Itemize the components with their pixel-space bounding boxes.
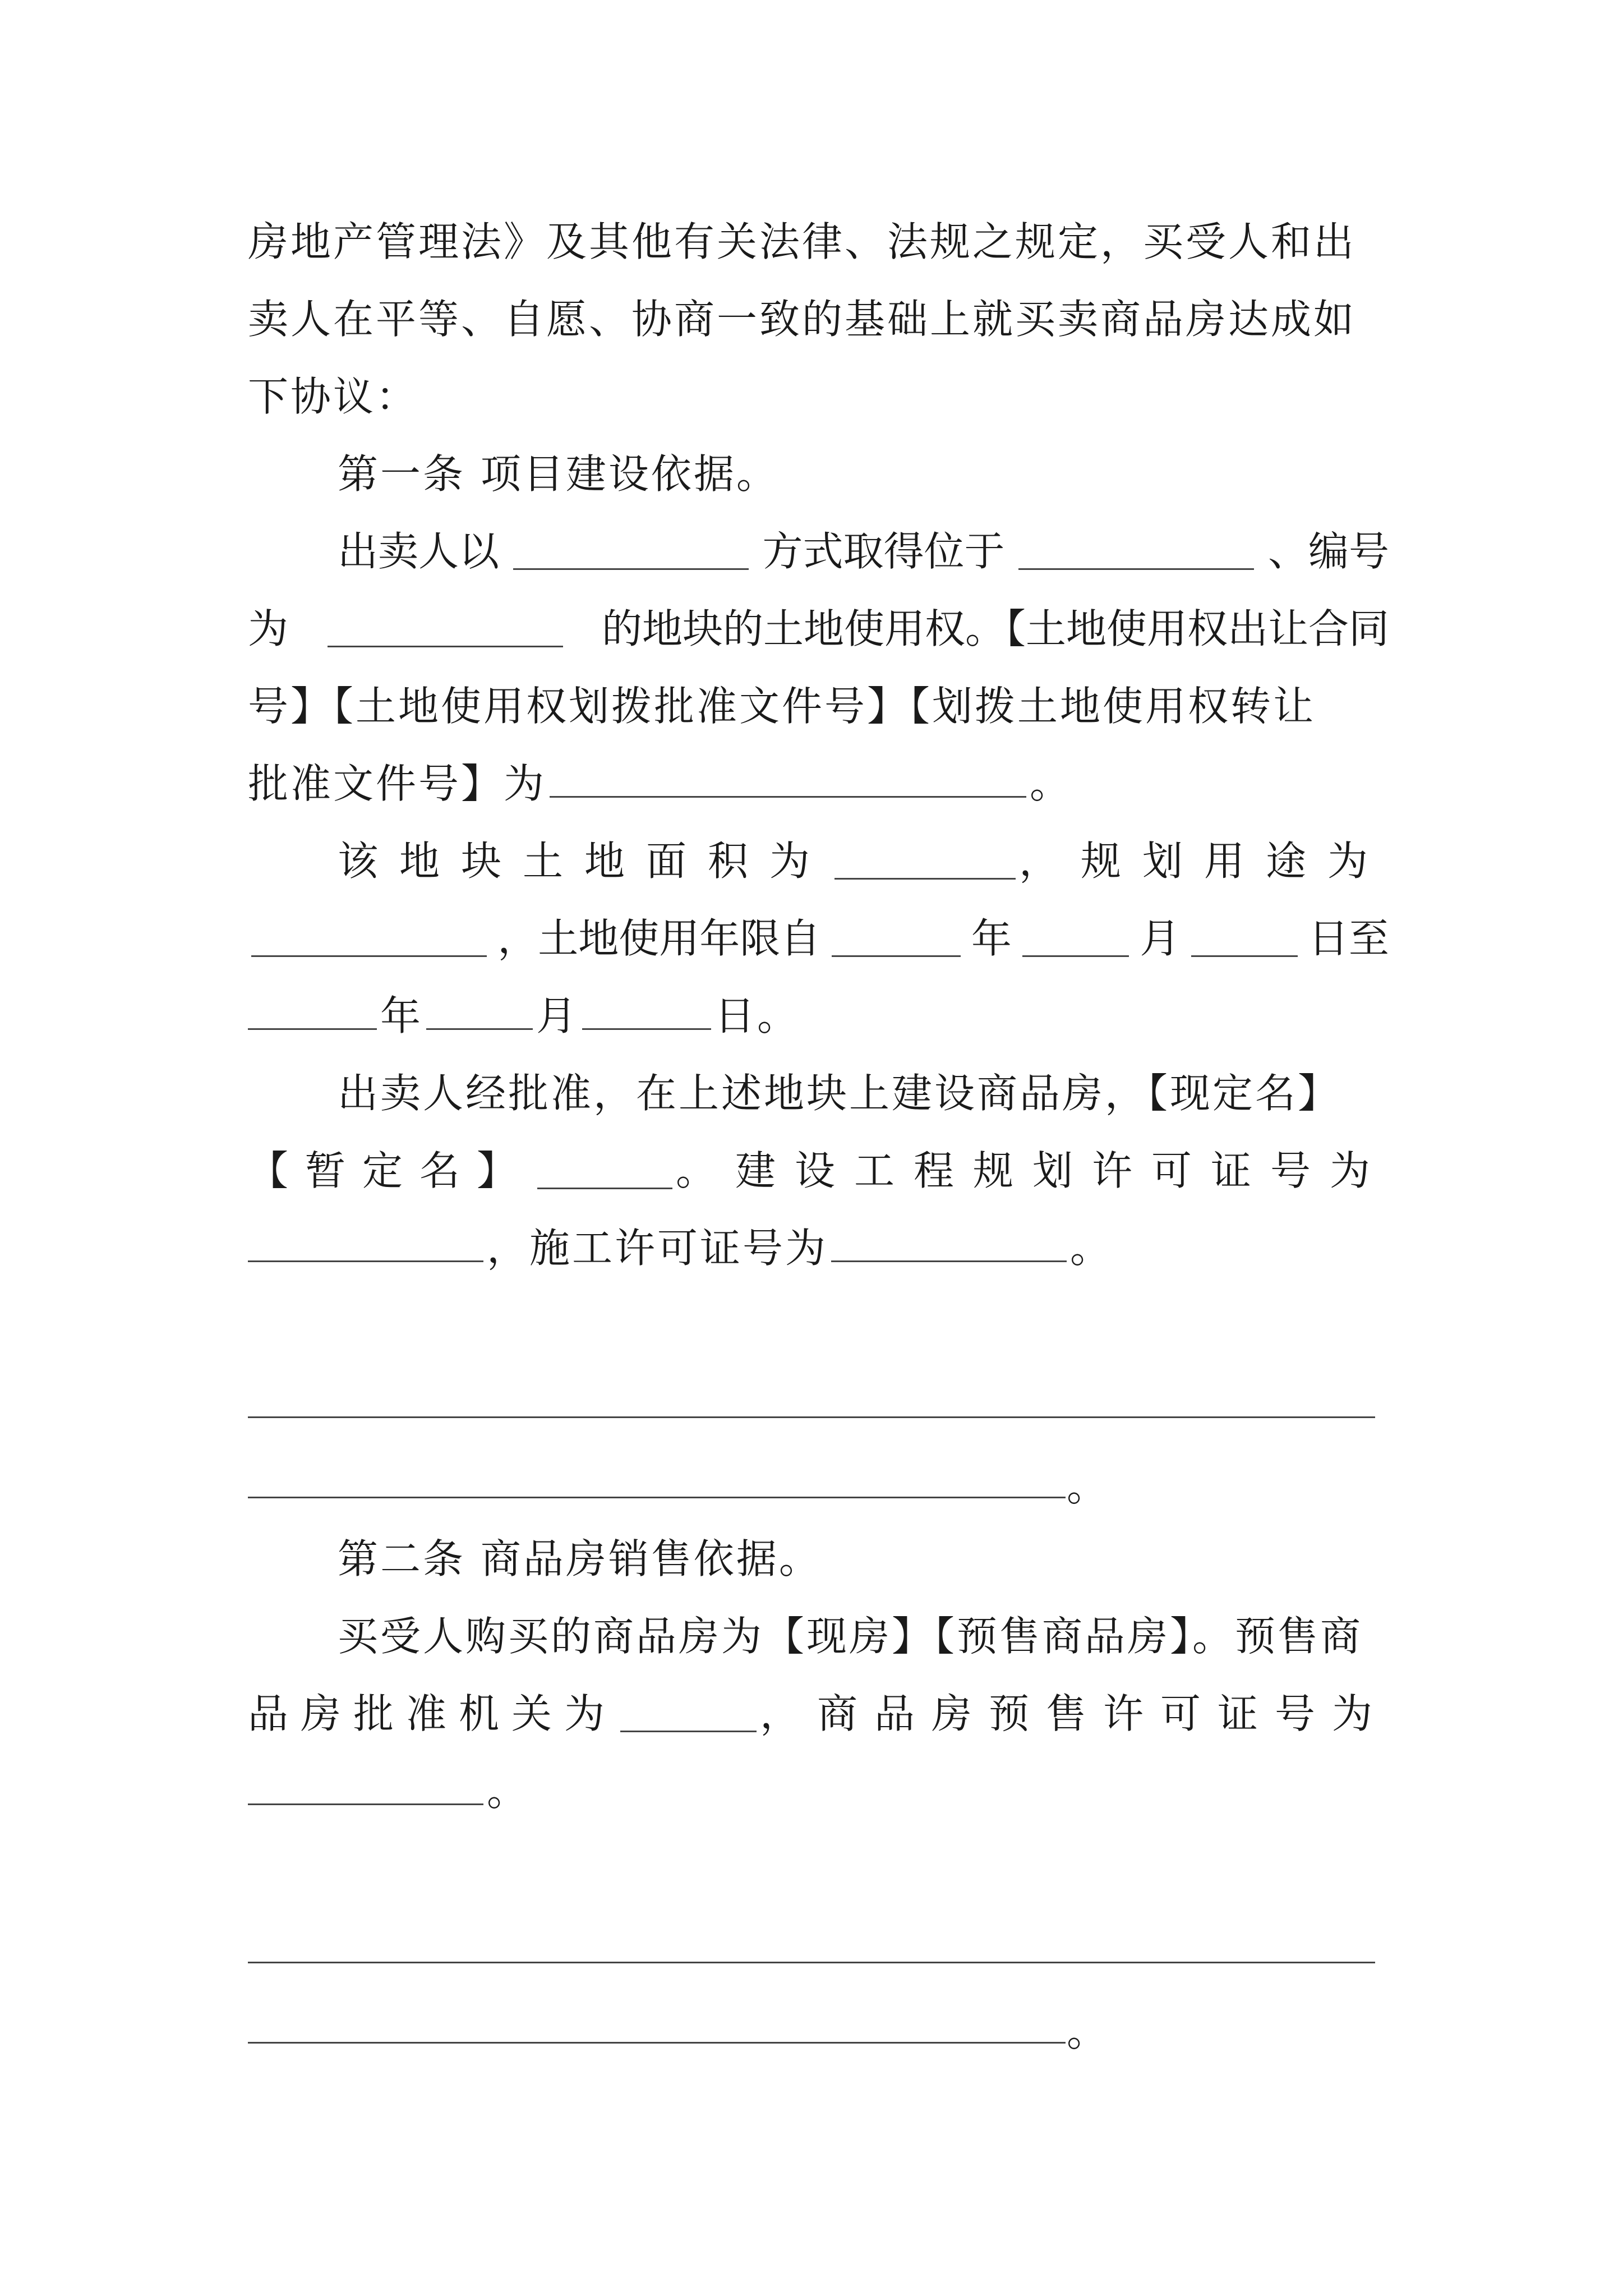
- text: 。建设工程规划许可证号为: [675, 1147, 1389, 1194]
- fill-blank[interactable]: [251, 921, 487, 957]
- text: 。: [1070, 1225, 1113, 1272]
- article-1-p2-line-2: [248, 900, 1389, 977]
- intro-line-2: 卖人在平等、自愿、协商一致的基础上就买卖商品房达成如: [248, 296, 1357, 343]
- fill-blank[interactable]: [1018, 533, 1254, 570]
- article-1-p3-line-2: [248, 1132, 1389, 1209]
- article-1-p1-line-1: [338, 513, 1389, 590]
- intro-line-1: 房地产管理法》及其他有关法律、法规之规定，买受人和出: [248, 218, 1357, 265]
- fill-rule-long[interactable]: [248, 1962, 1375, 1963]
- text: 该地块土地面积为: [338, 838, 832, 885]
- fill-blank[interactable]: [620, 1696, 757, 1732]
- text: 日至: [1308, 915, 1389, 962]
- fill-blank[interactable]: [248, 993, 377, 1030]
- article-1-p2-line-3: [248, 977, 1389, 1055]
- text: 月: [536, 992, 579, 1039]
- article-2-p1-line-1: 买受人购买的商品房为【现房】【预售商品房】。预售商: [338, 1613, 1363, 1660]
- fill-blank[interactable]: [328, 611, 563, 647]
- text: 日。: [714, 992, 800, 1039]
- article-1-p1-line-3: 号】【土地使用权划拨批准文件号】【划拨土地使用权转让: [248, 683, 1316, 730]
- text: 。: [1030, 760, 1073, 807]
- fill-blank[interactable]: [1191, 921, 1298, 957]
- article-2-p1-line-2: [248, 1675, 1389, 1752]
- article-1-heading: 第一条 项目建设依据。: [338, 450, 779, 498]
- fill-blank[interactable]: [1022, 921, 1129, 957]
- text: 月: [1140, 915, 1181, 962]
- text: 年: [380, 992, 423, 1039]
- article-1-p1-line-4: [248, 745, 1389, 822]
- intro-line-3: 下协议：: [248, 373, 419, 420]
- text: 为: [248, 605, 289, 652]
- fill-blank[interactable]: [537, 1153, 672, 1189]
- article-2-heading: 第二条 商品房销售依据。: [338, 1535, 822, 1582]
- text: 出卖人以: [338, 528, 500, 575]
- fill-blank[interactable]: [248, 1226, 483, 1262]
- fill-blank[interactable]: [248, 1769, 483, 1805]
- fill-rule-short[interactable]: [248, 2042, 1066, 2044]
- article-1-p2-line-1: [338, 822, 1389, 900]
- text: 、编号: [1267, 528, 1389, 575]
- fill-blank[interactable]: [550, 761, 1026, 798]
- article-1-p3-line-1: 出卖人经批准，在上述地块上建设商品房，【现定名】: [338, 1070, 1341, 1117]
- article-2-p1-line-3: [248, 1752, 1389, 1830]
- fill-rule-long[interactable]: [248, 1416, 1375, 1418]
- fill-blank[interactable]: [513, 533, 749, 570]
- rule-period: 。: [1067, 1463, 1108, 1510]
- fill-blank[interactable]: [582, 993, 711, 1030]
- text: ，规划用途为: [1018, 838, 1389, 885]
- text: 方式取得位于: [762, 528, 1005, 575]
- article-1-p1-line-2: [248, 590, 1389, 668]
- article-1-p3-line-3: [248, 1209, 1389, 1287]
- fill-blank[interactable]: [832, 921, 961, 957]
- text: 品房批准机关为: [248, 1690, 617, 1737]
- text: 的地块的土地使用权。【土地使用权出让合同: [601, 605, 1389, 652]
- rule-period: 。: [1067, 2008, 1108, 2055]
- text: 批准文件号】为: [248, 760, 547, 807]
- fill-blank[interactable]: [831, 1226, 1067, 1262]
- fill-blank[interactable]: [834, 843, 1016, 880]
- text: 【暂定名】: [248, 1147, 534, 1194]
- text: ，商品房预售许可证号为: [759, 1690, 1389, 1737]
- fill-rule-short[interactable]: [248, 1497, 1066, 1498]
- text: ，施工许可证号为: [487, 1225, 828, 1272]
- text: 。: [487, 1768, 530, 1815]
- fill-blank[interactable]: [426, 993, 533, 1030]
- text: 年: [971, 915, 1012, 962]
- text: ，土地使用年限自: [497, 915, 821, 962]
